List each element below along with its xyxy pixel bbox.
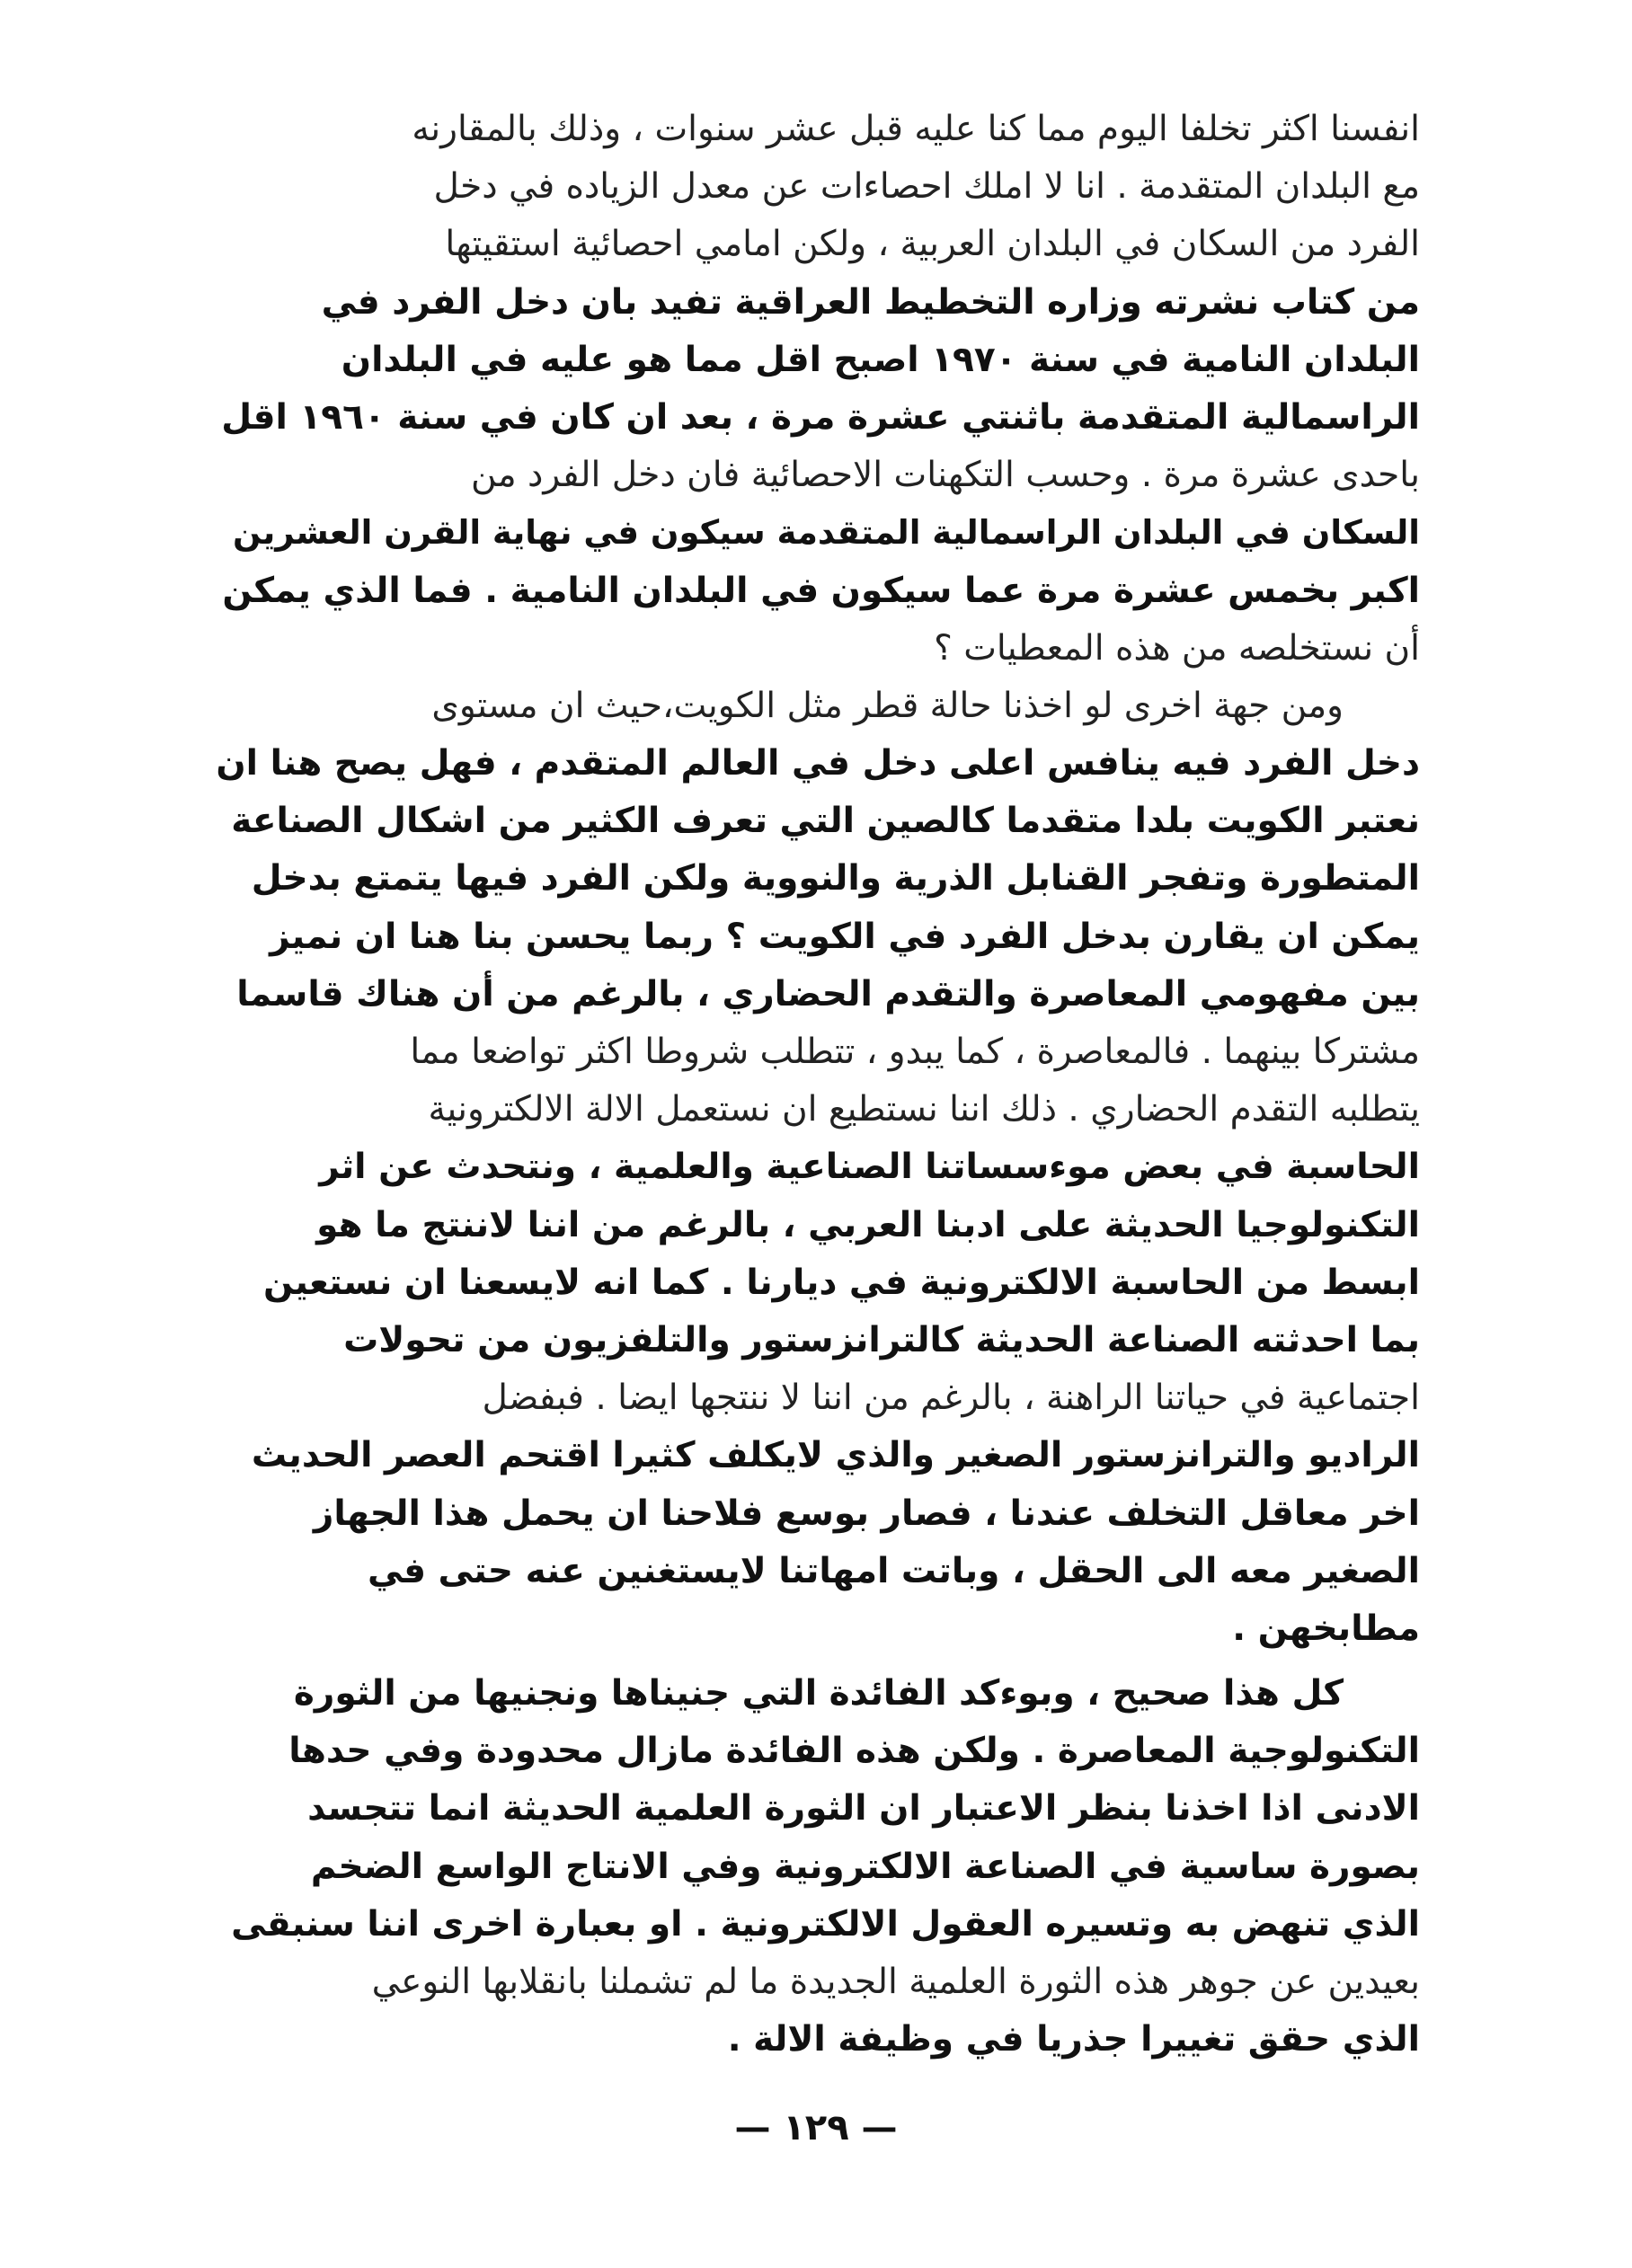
text-line: التكنولوجيا الحديثة على ادبنا العربي ، بالرغم من اننا لاننتج ما هو	[316, 1204, 1420, 1245]
text-line: مشتركا بينهما . فالمعاصرة ، كما يبدو ، تتطلب شروطا اكثر تواضعا مما	[410, 1032, 1420, 1072]
text-line: مطابخهن .	[1232, 1608, 1420, 1649]
text-line: الصغير معه الى الحقل ، وباتت امهاتنا لايستغنين عنه حتى في	[367, 1550, 1420, 1591]
text-line: السكان في البلدان الراسمالية المتقدمة سيكون في نهاية القرن العشرين	[233, 513, 1420, 553]
body-text	[211, 101, 1420, 2069]
page-number: — ١٢٩ —	[734, 2107, 898, 2148]
text-line: ومن جهة اخرى لو اخذنا حالة قطر مثل الكويت،حيث ان مستوى	[431, 685, 1344, 726]
text-line: الذي تنهض به وتسيره العقول الالكترونية . او بعبارة اخرى اننا سنبقى	[231, 1903, 1420, 1945]
text-line: التكنولوجية المعاصرة . ولكن هذه الفائدة مازال محدودة وفي حدها	[288, 1731, 1420, 1772]
text-line: بعيدين عن جوهر هذه الثورة العلمية الجديدة ما لم تشملنا بانقلابها النوعي	[371, 1962, 1420, 2002]
paragraph-gap	[211, 1658, 1420, 1665]
text-line: الذي حقق تغييرا جذريا في وظيفة الالة .	[727, 2019, 1420, 2060]
text-line: مع البلدان المتقدمة . انا لا املك احصاءات عن معدل الزياده في دخل	[433, 166, 1420, 208]
text-line: بين مفهومي المعاصرة والتقدم الحضاري ، بالرغم من أن هناك قاسما	[236, 973, 1420, 1014]
text-line: باحدى عشرة مرة . وحسب التكهنات الاحصائية فان دخل الفرد من	[471, 455, 1420, 496]
text-line: الراسمالية المتقدمة باثنتي عشرة مرة ، بعد ان كان في سنة ١٩٦٠ اقل	[221, 396, 1420, 438]
text-line: الراديو والترانزستور الصغير والذي لايكلف كثيرا اقتحم العصر الحديث	[251, 1435, 1420, 1476]
text-line: كل هذا صحيح ، وبوءكد الفائدة التي جنيناها ونجنيها من الثورة	[293, 1673, 1344, 1714]
text-line: يمكن ان يقارن بدخل الفرد في الكويت ؟ ربما يحسن بنا هنا ان نميز	[270, 916, 1420, 957]
text-line: انفسنا اكثر تخلفا اليوم مما كنا عليه قبل عشر سنوات ، وذلك بالمقارنه	[412, 109, 1420, 149]
text-line: بصورة ساسية في الصناعة الالكترونية وفي الانتاج الواسع الضخم	[310, 1846, 1420, 1887]
text-line: نعتبر الكويت بلدا متقدما كالصين التي تعرف الكثير من اشكال الصناعة	[231, 801, 1420, 842]
text-line: أن نستخلصه من هذه المعطيات ؟	[934, 627, 1420, 669]
text-line: اكبر بخمس عشرة مرة عما سيكون في البلدان النامية . فما الذي يمكن	[222, 570, 1420, 611]
paragraph-2	[211, 678, 1420, 1658]
text-line: من كتاب نشرته وزاره التخطيط العراقية تفيد بان دخل الفرد في	[321, 281, 1420, 323]
text-line: بما احدثته الصناعة الحديثة كالترانزستور والتلفزيون من تحولات	[343, 1319, 1420, 1360]
text-line: دخل الفرد فيه ينافس اعلى دخل في العالم المتقدم ، فهل يصح هنا ان	[216, 743, 1420, 784]
text-line: اجتماعية في حياتنا الراهنة ، بالرغم من اننا لا ننتجها ايضا . فبفضل	[482, 1378, 1420, 1419]
text-line: المتطورة وتفجر القنابل الذرية والنووية ولكن الفرد فيها يتمتع بدخل	[251, 858, 1420, 899]
text-line: يتطلبه التقدم الحضاري . ذلك اننا نستطيع ان نستعمل الالة الالكترونية	[428, 1089, 1420, 1130]
text-line: البلدان النامية في سنة ١٩٧٠ اصبح اقل مما هو عليه في البلدان	[341, 339, 1420, 380]
text-line: الفرد من السكان في البلدان العربية ، ولكن امامي احصائية استقيتها	[445, 224, 1420, 265]
text-line: اخر معاقل التخلف عندنا ، فصار بوسع فلاحنا ان يحمل هذا الجهاز	[313, 1493, 1420, 1534]
paragraph-1	[211, 101, 1420, 678]
text-line: الحاسبة في بعض موءسساتنا الصناعية والعلمية ، ونتحدث عن اثر	[319, 1147, 1420, 1188]
paragraph-3	[211, 1665, 1420, 2069]
text-line: الادنى اذا اخذنا بنظر الاعتبار ان الثورة العلمية الحديثة انما تتجسد	[307, 1788, 1420, 1829]
text-line: ابسط من الحاسبة الالكترونية في ديارنا . كما انه لايسعنا ان نستعين	[263, 1262, 1420, 1303]
